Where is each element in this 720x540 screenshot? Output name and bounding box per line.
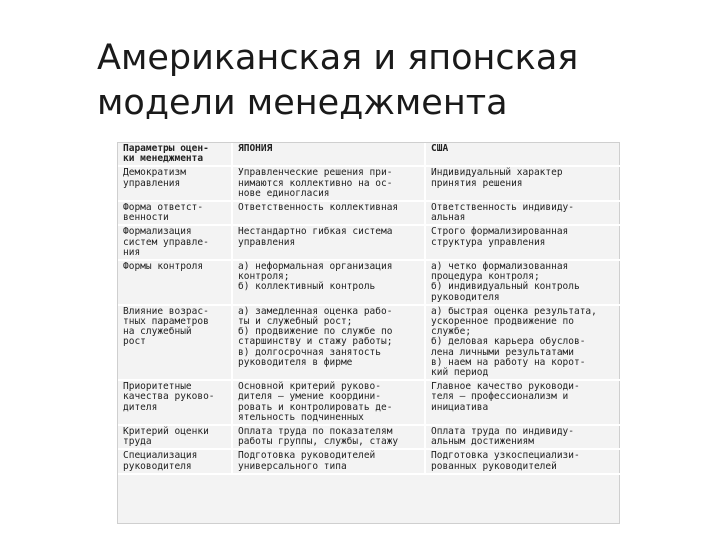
row-japan: а) неформальная организация контроля; б) коллективный контроль xyxy=(232,260,425,305)
row-usa: Строго формализированная структура управления xyxy=(425,225,621,260)
table-row xyxy=(118,425,621,449)
row-parameter: Формы контроля xyxy=(118,260,232,305)
table-row xyxy=(118,380,621,425)
row-parameter: Приоритетные качества руково- дителя xyxy=(118,380,232,425)
row-japan: Подготовка руководителей универсального типа xyxy=(232,449,425,473)
slide-title-line-1: Американская и японская xyxy=(97,38,579,78)
row-usa: Главное качество руководи- теля – профессионализм и инициатива xyxy=(425,380,621,425)
row-japan: Оплата труда по показателям работы группы, службы, стажу xyxy=(232,425,425,449)
slide-title xyxy=(97,36,578,126)
row-japan: а) замедленная оценка рабо- ты и служебный рост; б) продвижение по службе по старшинству и стажу работы; в) долгосрочная занятость руководителя в фирме xyxy=(232,305,425,380)
row-parameter: Влияние возрас- тных параметров на служебный рост xyxy=(118,305,232,380)
row-usa: а) быстрая оценка результата, ускоренное продвижение по службе; б) деловая карьера обуслов- лена личными результатами в) наем на работу на корот- кий период xyxy=(425,305,621,380)
row-usa: Ответственность индивиду- альная xyxy=(425,201,621,225)
slide-title-line-2: модели менеджмента xyxy=(97,83,508,123)
header-parameter: Параметры оцен- ки менеджмента xyxy=(118,143,232,166)
table-row xyxy=(118,166,621,201)
table-header-row xyxy=(118,143,621,166)
row-parameter: Демократизм управления xyxy=(118,166,232,201)
row-japan: Нестандартно гибкая система управления xyxy=(232,225,425,260)
row-japan: Управленческие решения при- нимаются коллективно на ос- нове единогласия xyxy=(232,166,425,201)
row-usa: а) четко формализованная процедура контроля; б) индивидуальный контроль руководителя xyxy=(425,260,621,305)
row-usa: Оплата труда по индивиду- альным достижениям xyxy=(425,425,621,449)
row-parameter: Специализация руководителя xyxy=(118,449,232,473)
row-usa: Индивидуальный характер принятия решения xyxy=(425,166,621,201)
table-row xyxy=(118,201,621,225)
table-row xyxy=(118,449,621,473)
row-usa: Подготовка узкоспециализи- рованных руководителей xyxy=(425,449,621,473)
row-japan: Основной критерий руково- дителя – умение координи- ровать и контролировать де- ятельность подчиненных xyxy=(232,380,425,425)
comparison-table xyxy=(117,142,620,524)
row-parameter: Критерий оценки труда xyxy=(118,425,232,449)
row-japan: Ответственность коллективная xyxy=(232,201,425,225)
row-parameter: Форма ответст- венности xyxy=(118,201,232,225)
header-japan: ЯПОНИЯ xyxy=(232,143,425,166)
header-usa: США xyxy=(425,143,621,166)
table-row xyxy=(118,260,621,305)
row-parameter: Формализация систем управле- ния xyxy=(118,225,232,260)
table-row xyxy=(118,225,621,260)
table-row xyxy=(118,305,621,380)
